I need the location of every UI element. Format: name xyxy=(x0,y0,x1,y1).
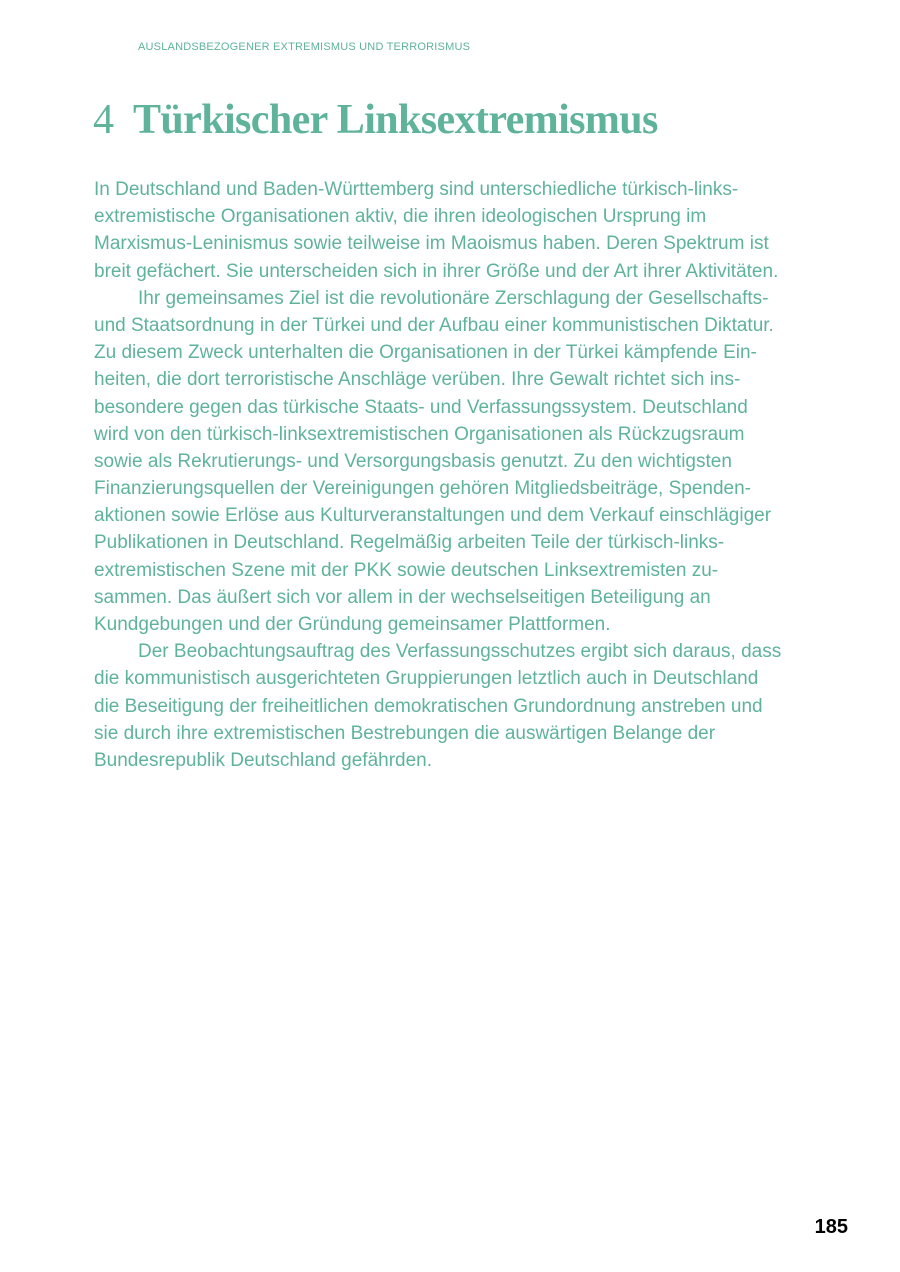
body-text xyxy=(94,176,850,774)
running-header: AUSLANDSBEZOGENER EXTREMISMUS UND TERRORISMUS xyxy=(138,41,471,53)
page-number: 185 xyxy=(814,1216,848,1238)
chapter-number: 4 xyxy=(93,97,114,143)
paragraph-2-line: Ihr gemeinsames Ziel ist die revolutionäre Zerschlagung der Gesellschafts- xyxy=(138,287,769,309)
paragraph-2-line: und Staatsordnung in der Türkei und der Aufbau einer kommunistischen Diktatur. xyxy=(94,314,774,336)
paragraph-2-line: besondere gegen das türkische Staats- und Verfassungssystem. Deutschland xyxy=(94,396,748,418)
paragraph-2-line: Zu diesem Zweck unterhalten die Organisationen in der Türkei kämpfende Ein- xyxy=(94,342,757,364)
paragraph-1-line: breit gefächert. Sie unterscheiden sich in ihrer Größe und der Art ihrer Aktivitäten. xyxy=(94,260,779,282)
paragraph-3-line: die kommunistisch ausgerichteten Gruppierungen letztlich auch in Deutschland xyxy=(94,668,759,690)
paragraph-1-line: extremistische Organisationen aktiv, die ihren ideologischen Ursprung im xyxy=(94,206,707,228)
paragraph-3-line: die Beseitigung der freiheitlichen demokratischen Grundordnung anstreben und xyxy=(94,695,763,717)
paragraph-2-line: sowie als Rekrutierungs- und Versorgungsbasis genutzt. Zu den wichtigsten xyxy=(94,450,732,472)
paragraph-3-line: Bundesrepublik Deutschland gefährden. xyxy=(94,749,433,771)
paragraph-2-line: Finanzierungsquellen der Vereinigungen gehören Mitgliedsbeiträge, Spenden- xyxy=(94,478,752,500)
paragraph-2-line: heiten, die dort terroristische Anschläge verüben. Ihre Gewalt richtet sich ins- xyxy=(94,369,741,391)
paragraph-2-line: Publikationen in Deutschland. Regelmäßig arbeiten Teile der türkisch-links- xyxy=(94,532,725,554)
paragraph-1-line: In Deutschland und Baden-Württemberg sind unterschiedliche türkisch-links- xyxy=(94,179,739,200)
paragraph-2-line: sammen. Das äußert sich vor allem in der wechselseitigen Beteiligung an xyxy=(94,586,711,608)
paragraph-2-line: extremistischen Szene mit der PKK sowie deutschen Linksextremisten zu- xyxy=(94,559,719,581)
chapter-title xyxy=(93,92,658,148)
paragraph-3-line: Der Beobachtungsauftrag des Verfassungsschutzes ergibt sich daraus, dass xyxy=(138,641,782,663)
paragraph-3-line: sie durch ihre extremistischen Bestrebungen die auswärtigen Belange der xyxy=(94,722,716,744)
paragraph-2-line: wird von den türkisch-linksextremistischen Organisationen als Rückzugsraum xyxy=(94,423,745,445)
paragraph-1-line: Marxismus-Leninismus sowie teilweise im Maoismus haben. Deren Spektrum ist xyxy=(94,233,769,255)
paragraph-2-line: Kundgebungen und der Gründung gemeinsamer Plattformen. xyxy=(94,614,611,635)
chapter-title-text: Türkischer Linksextremismus xyxy=(133,97,658,143)
paragraph-2-line: aktionen sowie Erlöse aus Kulturveranstaltungen und dem Verkauf einschlägiger xyxy=(94,505,772,527)
